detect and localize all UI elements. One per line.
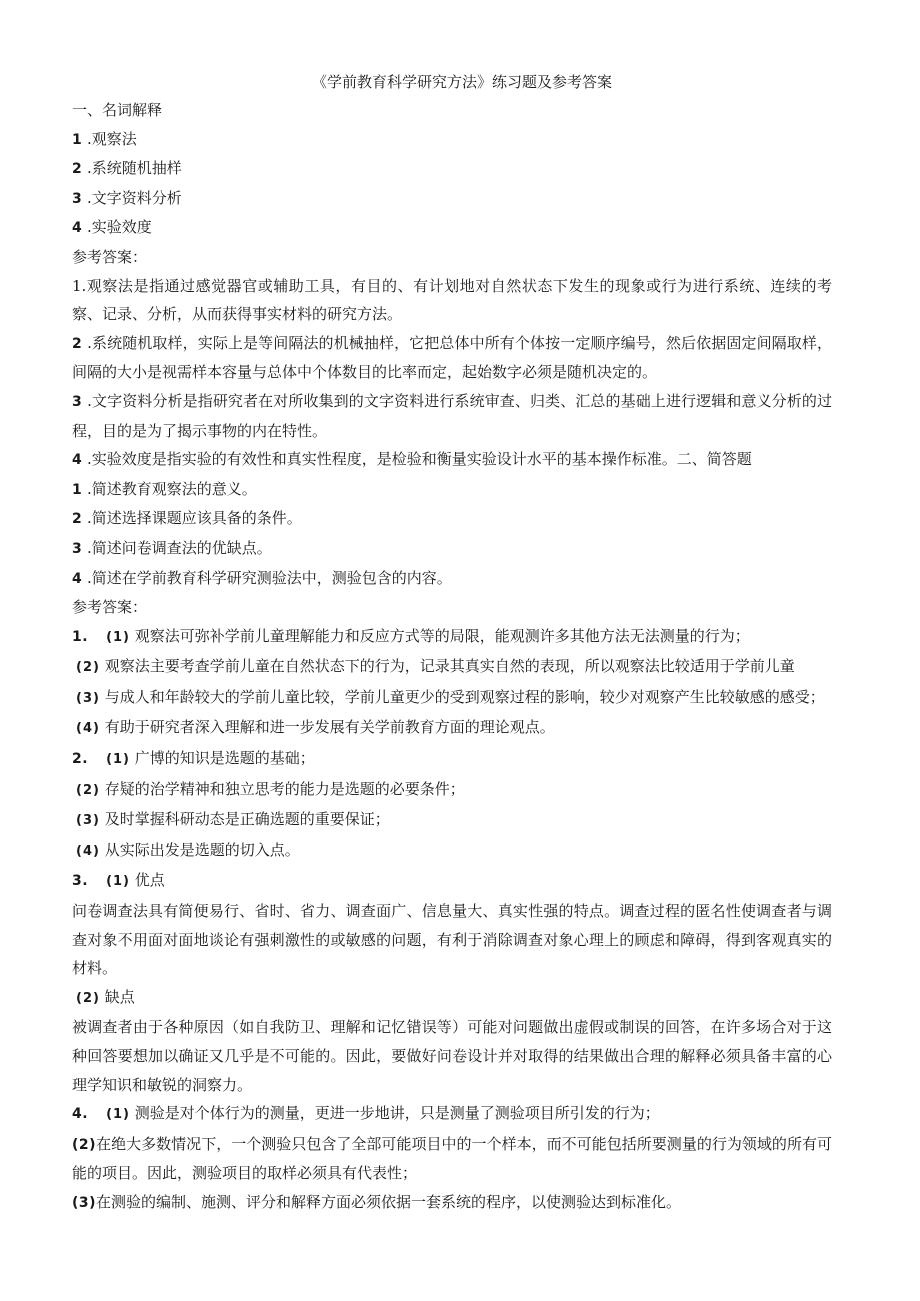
question-item <box>72 534 832 564</box>
answer-number: 4. <box>72 1106 89 1123</box>
term-text: .系统随机抽样 <box>87 159 182 178</box>
q2-answer-item <box>72 775 832 806</box>
item-marker: (1) <box>106 629 130 645</box>
definition-answer-4 <box>72 445 832 475</box>
q4-answer-item <box>72 1188 832 1218</box>
question-number: 2 <box>72 511 83 528</box>
document-title: 《学前教育科学研究方法》练习题及参考答案 <box>311 73 612 91</box>
item-marker: (1) <box>106 874 130 890</box>
answer-number: 3. <box>72 873 89 890</box>
question-text: .简述选择课题应该具备的条件。 <box>87 509 302 528</box>
term-number: 4 <box>72 220 83 237</box>
q3-pro-heading <box>72 866 832 897</box>
term-item <box>72 184 832 214</box>
item-text: 缺点 <box>104 987 135 1006</box>
answer-number: 1. <box>72 628 89 645</box>
item-marker: (1) <box>106 1107 130 1123</box>
item-text: 优点 <box>134 871 165 890</box>
item-text: 观察法可弥补学前儿童理解能力和反应方式等的局限，能观测许多其他方法无法测量的行为； <box>134 626 750 645</box>
definition-answer-2 <box>72 329 832 387</box>
term-text: .文字资料分析 <box>87 188 182 207</box>
definition-answer-3 <box>72 387 832 445</box>
q3-con-text: 被调查者由于各种原因（如自我防卫、理解和记忆错误等）可能对问题做出虚假或制误的回答，在许多场合对于这种回答要想加以确证又几乎是不可能的。因此，要做好问卷设计并对取得的结果做出合理的解释必须具备丰富的心理学知识和敏锐的洞察力。 <box>72 1018 832 1094</box>
answer-label: 参考答案： <box>72 247 148 266</box>
item-text: 观察法主要考查学前儿童在自然状态下的行为，记录其真实自然的表现，所以观察法比较适用于学前儿童 <box>104 657 795 676</box>
item-marker: (3) <box>76 690 100 706</box>
item-marker: (2) <box>76 782 100 798</box>
answer-number: 2. <box>72 751 89 768</box>
document-page <box>72 68 832 1218</box>
definition-answer-1: 1.观察法是指通过感觉器官或辅助工具，有目的、有计划地对自然状态下发生的现象或行为进行系统、连续的考察、记录、分析，从而获得事实材料的研究方法。 <box>72 276 832 324</box>
item-text: 在绝大多数情况下，一个测验只包含了全部可能项目中的一个样本，而不可能包括所要测量的行为领域的所有可能的项目。因此，测验项目的取样必须具有代表性； <box>72 1134 832 1183</box>
question-number: 3 <box>72 540 83 557</box>
q3-pro-text: 问卷调查法具有简便易行、省时、省力、调查面广、信息量大、真实性强的特点。调查过程的匿名性使调查者与调查对象不用面对面地谈论有强刺激性的或敏感的问题，有利于消除调查对象心理上的顾虑和障碍，得到客观真实的材料。 <box>72 902 832 978</box>
q1-answer-item <box>72 652 832 683</box>
item-text: 广博的知识是选题的基础； <box>134 749 315 768</box>
item-text: 测验是对个体行为的测量，更进一步地讲，只是测量了测验项目所引发的行为； <box>134 1104 660 1123</box>
q1-answer-item <box>72 683 832 714</box>
item-marker: (2) <box>76 660 100 676</box>
question-number: 4 <box>72 570 83 587</box>
item-text: 有助于研究者深入理解和进一步发展有关学前教育方面的理论观点。 <box>104 718 555 737</box>
answer-text: .实验效度是指实验的有效性和真实性程度，是检验和衡量实验设计水平的基本操作标准。二、简答题 <box>87 450 752 469</box>
answer-number: 4 <box>72 452 83 469</box>
q2-answer-item <box>72 836 832 867</box>
question-text: .简述在学前教育科学研究测验法中，测验包含的内容。 <box>87 568 452 587</box>
answer-text: .系统随机取样，实际上是等间隔法的机械抽样，它把总体中所有个体按一定顺序编号，然后依据固定间隔取样，间隔的大小是视需样本容量与总体中个体数目的比率而定，起始数字必须是随机决定的。 <box>72 333 832 382</box>
answer-label: 参考答案： <box>72 598 148 617</box>
q2-answer-item <box>72 744 832 775</box>
term-text: .观察法 <box>87 129 137 148</box>
term-item <box>72 125 832 155</box>
item-text: 及时掌握科研动态是正确选题的重要保证； <box>104 810 390 829</box>
term-number: 3 <box>72 190 83 207</box>
q2-answer-item <box>72 805 832 836</box>
term-item <box>72 154 832 184</box>
term-text: .实验效度 <box>87 218 152 237</box>
item-text: 从实际出发是选题的切入点。 <box>104 840 300 859</box>
item-marker: (4) <box>76 721 100 737</box>
question-number: 1 <box>72 481 83 498</box>
item-marker: (3) <box>72 1194 97 1211</box>
question-text: .简述教育观察法的意义。 <box>87 479 257 498</box>
answer-text: .文字资料分析是指研究者在对所收集到的文字资料进行系统审查、归类、汇总的基础上进行逻辑和意义分析的过程，目的是为了揭示事物的内在特性。 <box>72 391 832 440</box>
term-number: 1 <box>72 131 83 148</box>
item-text: 在测验的编制、施测、评分和解释方面必须依据一套系统的程序，以使测验达到标准化。 <box>96 1192 682 1211</box>
question-text: .简述问卷调查法的优缺点。 <box>87 538 272 557</box>
item-marker: (1) <box>106 752 130 768</box>
q1-answer-item <box>72 713 832 744</box>
section-heading-definitions: 一、名词解释 <box>72 101 163 119</box>
q4-answer-item <box>72 1130 832 1188</box>
q3-con-heading <box>72 983 832 1014</box>
question-item <box>72 475 832 505</box>
answer-number: 3 <box>72 393 83 410</box>
q1-answer-item <box>72 622 832 653</box>
item-marker: (4) <box>76 843 100 859</box>
item-marker: (3) <box>76 813 100 829</box>
item-text: 与成人和年龄较大的学前儿童比较，学前儿童更少的受到观察过程的影响，较少对观察产生比较敏感的感受； <box>104 687 825 706</box>
question-item <box>72 564 832 594</box>
term-item <box>72 213 832 243</box>
question-item <box>72 504 832 534</box>
term-number: 2 <box>72 161 83 178</box>
item-text: 存疑的治学精神和独立思考的能力是选题的必要条件； <box>104 779 465 798</box>
q4-answer-item <box>72 1099 832 1130</box>
item-marker: (2) <box>72 1136 97 1153</box>
answer-number: 2 <box>72 335 83 352</box>
item-marker: (2) <box>76 990 100 1006</box>
